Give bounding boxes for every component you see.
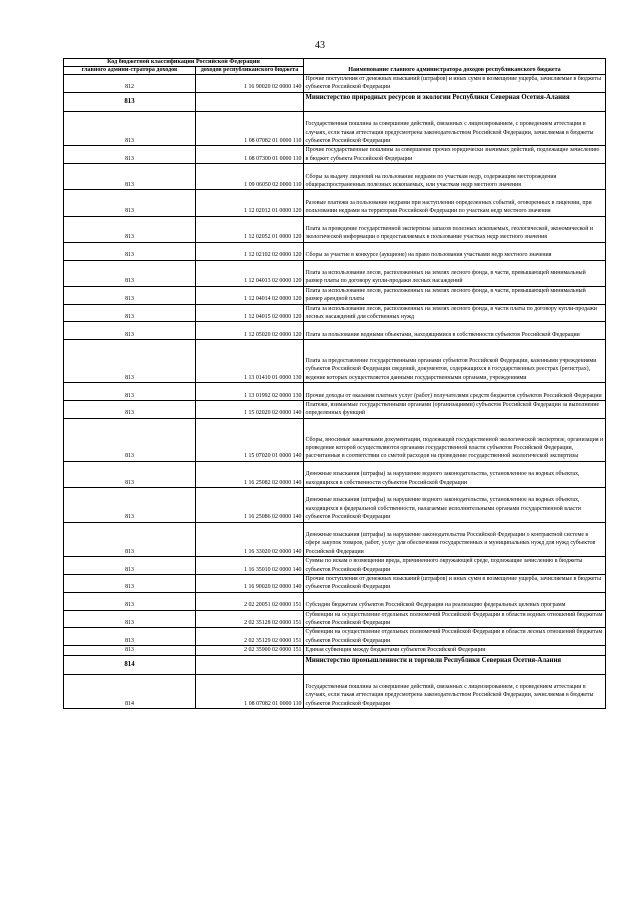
revenue-name-cell: Плата за предоставление государственными органами субъектов Российской Федерации, казенными учреждениями субъектов Российской Федерации сведений, документов, содержащихся в государственных реестрах (регистрах), ведение которых осуществляется данными государственными органами, учреждениями xyxy=(304,340,606,383)
table-row xyxy=(64,628,606,646)
admin-code-cell: 813 xyxy=(64,164,196,190)
admin-code-cell: 814 xyxy=(64,655,196,674)
header-group-title: Код бюджетной классификации Российской Федерации xyxy=(64,59,304,67)
table-row xyxy=(64,216,606,242)
header-code-column: доходов республиканского бюджета xyxy=(196,67,304,75)
revenue-code-cell xyxy=(196,655,304,674)
revenue-code-cell: 1 16 25082 02 0000 140 xyxy=(196,461,304,487)
revenue-name-cell: Плата за использование лесов, расположенных на землях лесного фонда, в части платы по договору купли-продажи лесных насаждений для собственных нужд xyxy=(304,304,606,322)
revenue-name-cell: Министерство природных ресурсов и экологии Республики Северная Осетия-Алания xyxy=(304,92,606,111)
revenue-name-cell: Денежные взыскания (штрафы) за нарушение законодательства Российской Федерации о контрактной системе в сфере закупок товаров, работ, услуг для обеспечения государственных и муниципальных нужд для нужд субъектов Российской Федерации xyxy=(304,522,606,557)
admin-code-cell: 813 xyxy=(64,340,196,383)
revenue-code-cell: 2 02 35900 02 0000 151 xyxy=(196,646,304,655)
admin-code-cell: 813 xyxy=(64,383,196,401)
table-row xyxy=(64,610,606,628)
revenue-code-cell: 1 08 07300 01 0000 110 xyxy=(196,146,304,164)
revenue-code-cell: 2 02 20051 02 0000 151 xyxy=(196,592,304,610)
revenue-name-cell: Денежные взыскания (штрафы) за нарушение водного законодательства, установленное на водных объектах, находящихся в собственности субъектов Российской Федерации xyxy=(304,461,606,487)
admin-code-cell: 813 xyxy=(64,522,196,557)
admin-code-cell: 813 xyxy=(64,418,196,461)
admin-code-cell: 813 xyxy=(64,242,196,260)
revenue-code-cell: 1 16 35010 02 0000 140 xyxy=(196,557,304,575)
admin-code-cell: 813 xyxy=(64,557,196,575)
admin-code-cell: 813 xyxy=(64,322,196,340)
table-row xyxy=(64,146,606,164)
table-row xyxy=(64,400,606,418)
revenue-name-cell: Плата за проведение государственной экспертизы запасов полезных ископаемых, геологической, экономической и экологической информации о предоставляемых в пользование участках недр местного значения xyxy=(304,216,606,242)
revenue-name-cell: Прочие государственные пошлины за совершение прочих юридически значимых действий, подлежащие зачислению в бюджет субъекта Российской Федерации xyxy=(304,146,606,164)
table-row xyxy=(64,522,606,557)
table-row xyxy=(64,164,606,190)
table-row xyxy=(64,286,606,304)
revenue-code-cell: 1 12 02102 02 0000 120 xyxy=(196,242,304,260)
revenue-name-cell: Прочие поступления от денежных взысканий (штрафов) и иных сумм в возмещение ущерба, зачисляемые в бюджеты субъектов Российской Федерации xyxy=(304,574,606,592)
header-name-column: Наименование главного администратора доходов республиканского бюджета xyxy=(304,59,606,75)
revenue-name-cell: Прочие поступления от денежных взысканий (штрафов) и иных сумм в возмещение ущерба, зачисляемые в бюджеты субъектов Российской Федерации xyxy=(304,75,606,93)
admin-code-cell: 813 xyxy=(64,190,196,216)
table-row xyxy=(64,574,606,592)
admin-code-cell: 812 xyxy=(64,75,196,93)
table-row xyxy=(64,340,606,383)
table-row xyxy=(64,190,606,216)
admin-code-cell: 813 xyxy=(64,487,196,522)
revenue-name-cell: Прочие доходы от оказания платных услуг (работ) получателями средств бюджетов субъектов Российской Федерации xyxy=(304,383,606,401)
revenue-name-cell: Субсидии бюджетам субъектов Российской Федерации на реализацию федеральных целевых программ xyxy=(304,592,606,610)
admin-code-cell: 813 xyxy=(64,304,196,322)
revenue-name-cell: Платежи, взимаемые государственными органами (организациями) субъектов Российской Федерации за выполнение определенных функций xyxy=(304,400,606,418)
revenue-code-cell: 1 13 01992 02 0000 130 xyxy=(196,383,304,401)
revenue-name-cell: Государственная пошлина за совершение действий, связанных с лицензированием, с проведением аттестации в случаях, если такая аттестация предусмотрена законодательством Российской Федерации, зачисляемая в бюджеты субъектов Российской Федерации xyxy=(304,674,606,709)
revenue-code-cell: 1 08 07082 01 0000 110 xyxy=(196,674,304,709)
revenue-name-cell: Государственная пошлина за совершение действий, связанных с лицензированием, с проведением аттестации в случаях, если такая аттестация предусмотрена законодательством Российской Федерации, зачисляемая в бюджеты субъектов Российской Федерации xyxy=(304,111,606,146)
revenue-name-cell: Сборы за выдачу лицензий на пользование недрами по участкам недр, содержащим месторождения общераспространенных полезных ископаемых, или участкам недр местного значения xyxy=(304,164,606,190)
revenue-name-cell: Субвенции на осуществление отдельных полномочий Российской Федерации в области лесных отношений бюджетам субъектов Российской Федерации xyxy=(304,628,606,646)
admin-code-cell: 814 xyxy=(64,674,196,709)
revenue-code-cell: 1 12 04014 02 0000 120 xyxy=(196,286,304,304)
header-admin-column: главного админи-стратора доходов xyxy=(64,67,196,75)
revenue-name-cell: Суммы по искам о возмещении вреда, причиненного окружающей среде, подлежащие зачислению в бюджеты субъектов Российской Федерации xyxy=(304,557,606,575)
revenue-name-cell: Плата за использование лесов, расположенных на землях лесного фонда, в части, превышающей минимальный размер арендной платы xyxy=(304,286,606,304)
table-row xyxy=(64,674,606,709)
admin-code-cell: 813 xyxy=(64,646,196,655)
revenue-name-cell: Субвенции на осуществление отдельных полномочий Российской Федерации в области водных отношений бюджетам субъектов Российской Федерации xyxy=(304,610,606,628)
revenue-name-cell: Министерство промышленности и торговли Республики Северная Осетия-Алания xyxy=(304,655,606,674)
revenue-code-cell: 1 16 90020 02 0000 140 xyxy=(196,574,304,592)
revenue-code-cell: 1 16 25086 02 0000 140 xyxy=(196,487,304,522)
revenue-name-cell: Денежные взыскания (штрафы) за нарушение водного законодательства, установленное на водных объектах, находящихся в федеральной собственности, налагаемые исполнительными органами государственной власти субъектов Российской Федерации xyxy=(304,487,606,522)
table-row xyxy=(64,75,606,93)
revenue-code-cell: 1 15 07020 01 0000 140 xyxy=(196,418,304,461)
admin-code-cell: 813 xyxy=(64,592,196,610)
revenue-code-cell: 1 12 05020 02 0000 120 xyxy=(196,322,304,340)
revenue-name-cell: Плата за использование лесов, расположенных на землях лесного фонда, в части, превышающей минимальный размер платы по договору купли-продажи лесных насаждений xyxy=(304,260,606,286)
table-row xyxy=(64,557,606,575)
admin-code-cell: 813 xyxy=(64,92,196,111)
revenue-name-cell: Сборы, вносимые заказчиками документации, подлежащей государственной экологической экспертизе, организация и проведение которой осуществляются органами государственной власти субъектов Российской Федерации, рассчитанные в соответствии со сметой расходов на проведение государственной экологической экспертизы xyxy=(304,418,606,461)
revenue-code-cell: 1 12 02012 01 0000 120 xyxy=(196,190,304,216)
table-row xyxy=(64,322,606,340)
revenue-code-cell: 1 09 06050 02 0000 110 xyxy=(196,164,304,190)
revenue-code-cell: 1 13 01410 01 0000 130 xyxy=(196,340,304,383)
revenue-code-cell: 1 12 04013 02 0000 120 xyxy=(196,260,304,286)
admin-code-cell: 813 xyxy=(64,111,196,146)
table-row xyxy=(64,592,606,610)
revenue-name-cell: Единая субвенция между бюджетами субъектов Российской Федерации xyxy=(304,646,606,655)
revenue-code-cell: 1 15 02020 02 0000 140 xyxy=(196,400,304,418)
revenue-code-cell: 1 16 90020 02 0000 140 xyxy=(196,75,304,93)
admin-code-cell: 813 xyxy=(64,461,196,487)
admin-code-cell: 813 xyxy=(64,628,196,646)
admin-code-cell: 813 xyxy=(64,146,196,164)
revenue-name-cell: Плата за пользование водными объектами, находящимися в собственности субъектов Российской Федерации xyxy=(304,322,606,340)
table-row xyxy=(64,242,606,260)
table-row xyxy=(64,487,606,522)
table-row xyxy=(64,383,606,401)
table-row xyxy=(64,418,606,461)
table-body xyxy=(64,75,606,709)
ministry-header-row xyxy=(64,655,606,674)
admin-code-cell: 813 xyxy=(64,260,196,286)
revenue-code-cell: 2 02 35129 02 0000 151 xyxy=(196,628,304,646)
revenue-code-cell xyxy=(196,92,304,111)
revenue-code-cell: 2 02 35128 02 0000 151 xyxy=(196,610,304,628)
admin-code-cell: 813 xyxy=(64,610,196,628)
table-row xyxy=(64,304,606,322)
admin-code-cell: 813 xyxy=(64,216,196,242)
revenue-name-cell: Разовые платежи за пользование недрами при наступлении определенных событий, оговоренных в лицензии, при пользовании недрами на территории Российской Федерации по участкам недр местного значения xyxy=(304,190,606,216)
page-number: 43 xyxy=(315,40,325,51)
table-row xyxy=(64,461,606,487)
admin-code-cell: 813 xyxy=(64,286,196,304)
ministry-header-row xyxy=(64,92,606,111)
table-row xyxy=(64,260,606,286)
revenue-code-cell: 1 12 02052 01 0000 120 xyxy=(196,216,304,242)
admin-code-cell: 813 xyxy=(64,400,196,418)
revenue-code-cell: 1 12 04015 02 0000 120 xyxy=(196,304,304,322)
budget-classification-table xyxy=(63,58,606,709)
table-row xyxy=(64,111,606,146)
table-row xyxy=(64,646,606,655)
revenue-name-cell: Сборы за участие в конкурсе (аукционе) на право пользования участками недр местного значения xyxy=(304,242,606,260)
revenue-code-cell: 1 16 33020 02 0000 140 xyxy=(196,522,304,557)
admin-code-cell: 813 xyxy=(64,574,196,592)
revenue-code-cell: 1 08 07082 01 0000 110 xyxy=(196,111,304,146)
